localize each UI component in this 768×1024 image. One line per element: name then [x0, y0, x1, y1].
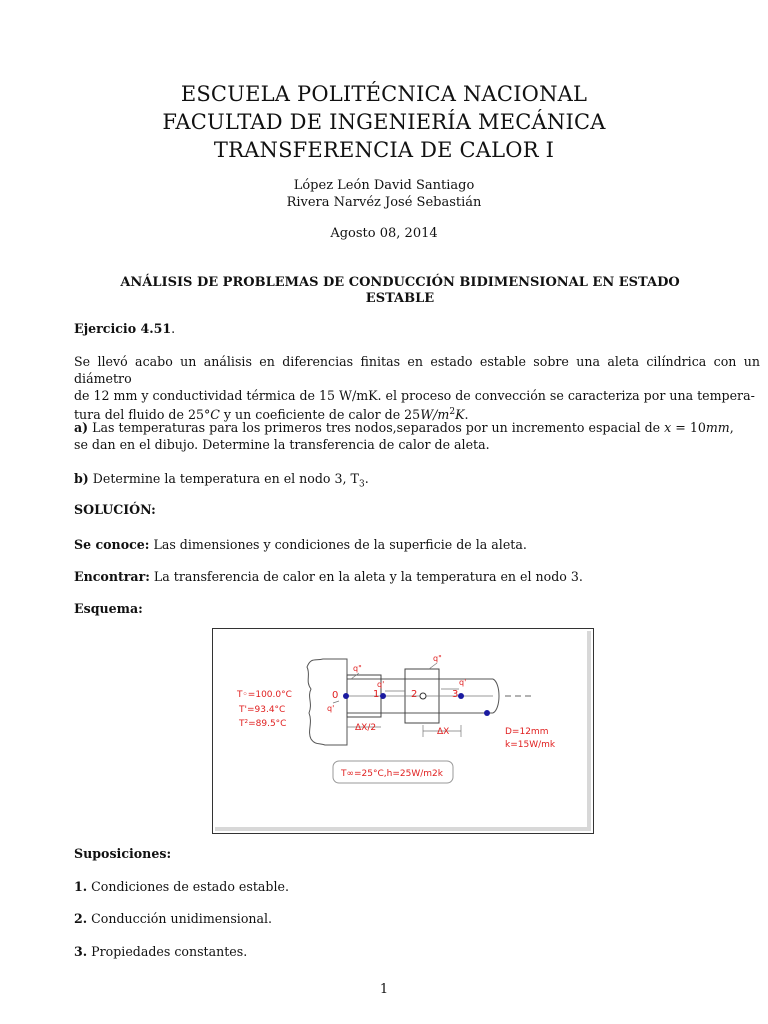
dx-half-label: ΔX/2 — [355, 723, 377, 733]
node-1-label: 1 — [373, 689, 380, 700]
q-cond-label-2: q' — [327, 704, 335, 713]
assumption-2: 2. Conducción unidimensional. — [74, 911, 273, 926]
q-conv-label-2: q" — [433, 654, 442, 663]
exercise-heading — [74, 320, 760, 337]
assumption-1: 1. Condiciones de estado estable. — [74, 879, 289, 894]
exercise-label: Ejercicio 4.51 — [74, 321, 172, 336]
node-2-label: 2 — [411, 689, 418, 700]
known-line: Se conoce: Las dimensiones y condiciones de la superficie de la aleta. — [74, 537, 527, 552]
fin-end-curve — [493, 679, 499, 713]
part-a-line-2: se dan en el dibujo. Determine la transferencia de calor de aleta. — [74, 437, 490, 452]
diameter-marker — [484, 710, 490, 716]
base-temperature-label: T◦=100.0°C — [237, 690, 292, 700]
header-course: TRANSFERENCIA DE CALOR I — [213, 138, 555, 162]
statement-line-3: tura del fluido de 25°C y un coeficiente de calor de $25W/m^2K$. — [74, 407, 469, 423]
part-a — [74, 419, 760, 453]
node-1-temperature-label: T'=93.4°C — [239, 705, 286, 715]
fin-schematic-svg — [215, 631, 587, 827]
header-school: ESCUELA POLITÉCNICA NACIONAL — [180, 82, 588, 106]
node-2-temperature-label: T²=89.5°C — [239, 719, 287, 729]
solution-heading: SOLUCIÓN: — [74, 502, 156, 517]
q-cond-label-1: q' — [377, 680, 385, 689]
dx-label: ΔX — [437, 727, 450, 737]
page-number: 1 — [379, 982, 389, 997]
part-a-line-1: a) Las temperaturas para los primeros tres nodos,separados por un incremento espacial de x = 10mm, — [74, 420, 734, 435]
author-1: López León David Santiago — [293, 178, 475, 193]
document-date: Agosto 08, 2014 — [330, 226, 438, 241]
q-cond-arrow-2 — [333, 701, 339, 703]
node-1-marker — [380, 693, 386, 699]
schema-heading: Esquema: — [74, 601, 143, 616]
header-faculty: FACULTAD DE INGENIERÍA MECÁNICA — [162, 110, 606, 134]
statement-line-1: Se llevó acabo un análisis en diferencias finitas en estado estable sobre una aleta cilíndrica con un diámetro — [74, 354, 760, 386]
problem-statement — [74, 353, 760, 423]
q-conv-arrow-2 — [429, 663, 437, 669]
fluid-conditions-label: T∞=25°C,h=25W/m2k — [341, 769, 443, 779]
part-b: b) Determine la temperatura en el nodo 3, $T_3$. — [74, 471, 369, 490]
q-cond-label-3: q' — [459, 678, 467, 687]
q-conv-arrow-1 — [351, 673, 359, 679]
wall-outline — [307, 659, 347, 745]
section-title-line-2: ESTABLE — [365, 291, 435, 306]
node-2-marker — [420, 693, 426, 699]
fin-schematic-figure — [212, 628, 594, 834]
find-line: Encontrar: La transferencia de calor en la aleta y la temperatura en el nodo 3. — [74, 569, 583, 584]
section-title-line-1: ANÁLISIS DE PROBLEMAS DE CONDUCCIÓN BIDIMENSIONAL EN ESTADO — [120, 275, 680, 290]
assumptions-heading: Suposiciones: — [74, 846, 172, 861]
statement-line-2: de 12 mm y conductividad térmica de 15 W/mK. el proceso de convección se caracteriza por una tempera- — [74, 388, 755, 403]
node-0-marker — [343, 693, 349, 699]
diameter-label: D=12mm — [505, 727, 549, 737]
q-conv-label-1: q" — [353, 664, 362, 673]
exercise-suffix: . — [171, 321, 176, 336]
author-2: Rivera Narvéz José Sebastián — [286, 195, 482, 210]
conductivity-label: k=15W/mk — [505, 740, 556, 750]
node-3-label: 3 — [452, 689, 459, 700]
node-0-label: 0 — [332, 690, 339, 701]
node-3-marker — [458, 693, 464, 699]
assumption-3: 3. Propiedades constantes. — [74, 944, 248, 959]
